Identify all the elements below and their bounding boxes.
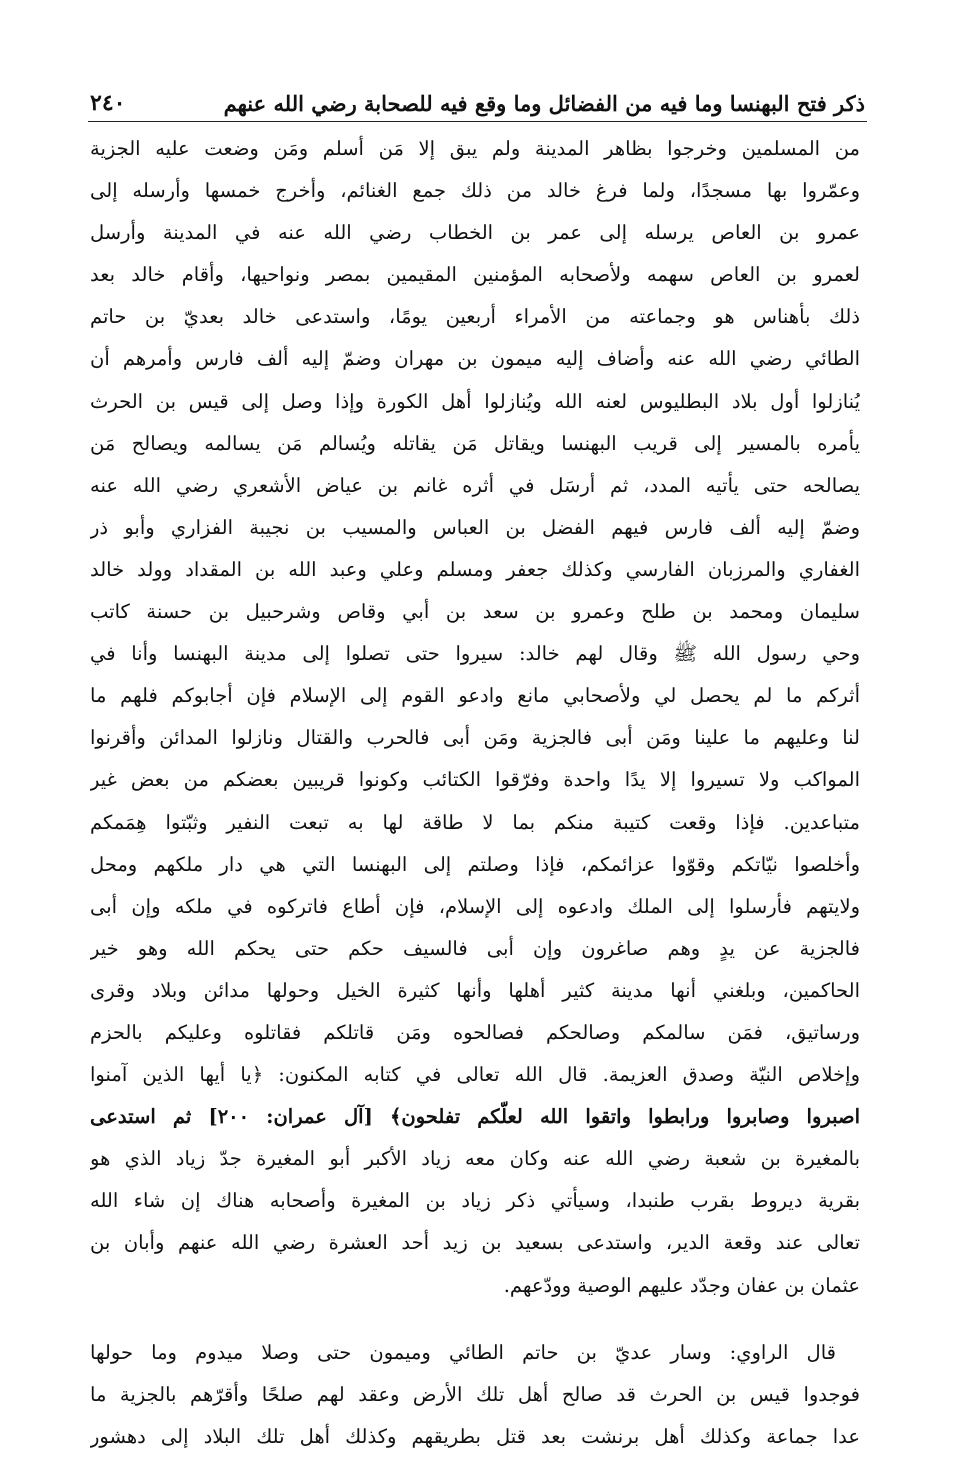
text-line: تعالى عند وقعة الدير، واستدعى بسعيد بن زيد أحد العشرة رضي الله عنهم وأبان بن — [90, 1231, 860, 1255]
paragraph-gap — [90, 1307, 860, 1332]
running-header — [90, 82, 865, 116]
text-line: وإخلاص النيّة وصدق العزيمة. قال الله تعالى في كتابه المكنون: ﴿يا أيها الذين آمنوا — [90, 1063, 860, 1087]
paragraph-1 — [90, 128, 860, 1307]
header-title: ذكر فتح البهنسا وما فيه من الفضائل وما وقع فيه للصحابة رضي الله عنهم — [223, 91, 865, 116]
text-line: يأمره بالمسير إلى قريب البهنسا ويقاتل مَن يقاتله ويُسالم مَن يسالمه ويصالح مَن — [90, 431, 860, 455]
text-line: بقرية ديروط بقرب طنبدا، وسيأتي ذكر زياد بن المغيرة وأصحابه هناك إن شاء الله — [90, 1189, 860, 1213]
text-line: لنا وعليهم ما علينا ومَن أبى فالجزية ومَن أبى فالحرب والقتال ونازلوا المدائن وأقرنوا — [90, 726, 860, 750]
text-line: قال الراوي: وسار عديّ بن حاتم الطائي وميمون حتى وصلا ميدوم وما حولها — [90, 1340, 836, 1364]
header-divider — [88, 121, 867, 122]
page-number: ٢٤٠ — [90, 90, 126, 116]
text-line: وضمّ إليه ألف فارس فيهم الفضل بن العباس والمسيب بن نجيبة الفزاري وأبو ذر — [90, 515, 860, 539]
text-line: سليمان ومحمد بن طلح وعمرو بن سعد بن أبي وقاص وشرحبيل بن حسنة كاتب — [90, 600, 860, 624]
text-line: أثركم ما لم يحصل لي ولأصحابي مانع وادعو القوم إلى الإسلام فإن أجابوكم فلهم ما — [90, 684, 860, 708]
text-line: يُنازلوا أول بلاد البطليوس لعنه الله ويُنازلوا أهل الكورة وإذا وصل إلى قيس بن الحرث — [90, 389, 860, 413]
text-line: عثمان بن عفان وجدّد عليهم الوصية وودّعهم. — [503, 1273, 860, 1297]
paragraph-2 — [90, 1332, 860, 1458]
text-line: ورساتيق، فمَن سالمكم وصالحكم فصالحوه ومَن قاتلكم فقاتلوه وعليكم بالحزم — [90, 1020, 860, 1044]
text-line: عمرو بن العاص يرسله إلى عمر بن الخطاب رضي الله عنه في المدينة وأرسل — [90, 221, 860, 245]
text-line: متباعدين. فإذا وقعت كتيبة منكم بما لا طاقة لها به تبعت النفير وثبّتوا هِمَمكم — [90, 810, 860, 834]
text-line: وأخلصوا نيّاتكم وقوّوا عزائمكم، فإذا وصلتم إلى البهنسا التي هي دار ملكهم ومحل — [90, 852, 860, 876]
text-line: وعمّروا بها مسجدًا، ولما فرغ خالد من ذلك جمع الغنائم، وأخرج خمسها وأرسله إلى — [90, 179, 860, 203]
text-line: يصالحه حتى يأتيه المدد، ثم أرسَل في أثره غانم بن عياض الأشعري رضي الله عنه — [90, 473, 860, 497]
text-line: وحي رسول الله ﷺ وقال لهم خالد: سيروا حتى تصلوا إلى مدينة البهنسا وأنا في — [90, 642, 860, 666]
quran-verse-line: اصبروا وصابروا ورابطوا واتقوا الله لعلّكم تفلحون﴾ [آل عمران: ٢٠٠] ثم استدعى — [90, 1105, 860, 1129]
text-line: الغفاري والمرزبان الفارسي وكذلك جعفر ومسلم وعلي وعبد الله بن المقداد وولد خالد — [90, 557, 860, 581]
text-line: فوجدوا قيس بن الحرث قد صالح أهل تلك الأرض وعقد لهم صلحًا وأقرّهم بالجزية ما — [90, 1382, 860, 1406]
text-line: ذلك بأهناس هو وجماعته من الأمراء أربعين يومًا، واستدعى خالد بعديّ بن حاتم — [90, 305, 860, 329]
text-line: بالمغيرة بن شعبة رضي الله عنه وكان معه زياد الأكبر أبو المغيرة جدّ زياد الذي هو — [90, 1147, 860, 1171]
text-line: من المسلمين وخرجوا بظاهر المدينة ولم يبق إلا مَن أسلم ومَن وضعت عليه الجزية — [90, 137, 860, 160]
page-body — [90, 128, 860, 1458]
text-line: ولايتهم فأرسلوا إلى الملك وادعوه إلى الإسلام، فإن أطاع فاتركوه في ملكه وإن أبى — [90, 894, 860, 918]
text-line: فالجزية عن يدٍ وهم صاغرون وإن أبى فالسيف حكم حتى يحكم الله وهو خير — [90, 936, 860, 960]
text-line: المواكب ولا تسيروا إلا يدًا واحدة وفرّقوا الكتائب وكونوا قريبين بعضكم من بعض غير — [90, 768, 860, 792]
text-line: الطائي رضي الله عنه وأضاف إليه ميمون بن مهران وضمّ إليه ألف فارس وأمرهم أن — [90, 347, 860, 371]
text-line: الحاكمين، وبلغني أنها مدينة كثير أهلها وأنها كثيرة الخيل وحولها مدائن وبلاد وقرى — [90, 978, 860, 1002]
text-line: عدا جماعة وكذلك أهل برنشت بعد قتل بطريقهم وكذلك أهل تلك البلاد إلى دهشور — [90, 1424, 860, 1448]
text-line: لعمرو بن العاص سهمه ولأصحابه المؤمنين المقيمين بمصر ونواحيها، وأقام خالد بعد — [90, 263, 860, 287]
